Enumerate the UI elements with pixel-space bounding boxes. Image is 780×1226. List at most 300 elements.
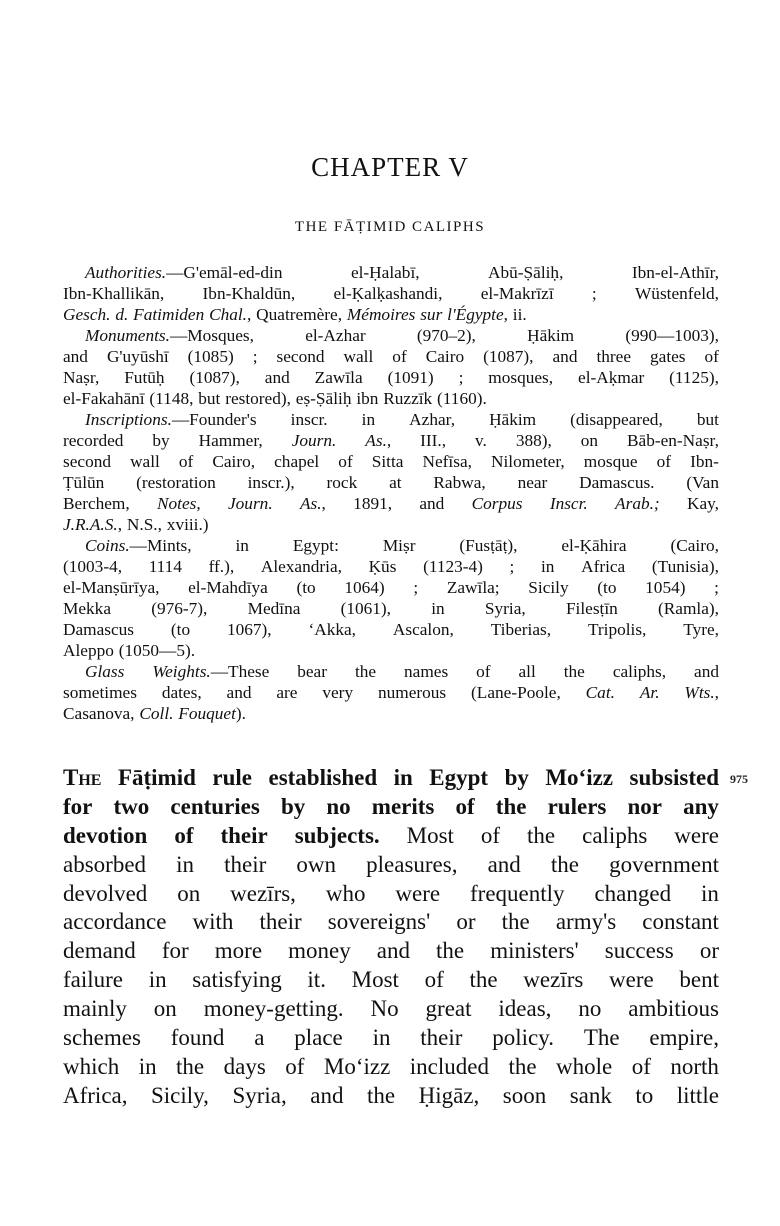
word: in [393, 765, 413, 790]
word-group [324, 1053, 390, 1082]
word: names [404, 662, 449, 681]
word: second [63, 452, 111, 471]
word-group [310, 1082, 343, 1111]
word-group [63, 556, 122, 577]
chapter-heading: CHAPTER V [311, 152, 469, 182]
body-line [63, 995, 719, 1024]
word: Naṣr, [63, 368, 100, 387]
word: Fatimiden [133, 305, 205, 324]
word-group [149, 966, 167, 995]
word: —G'emāl-ed-din [166, 263, 283, 282]
word: Coll. [139, 704, 174, 723]
word-group [684, 682, 719, 703]
word: of [178, 452, 194, 471]
word: Mekka [63, 599, 111, 618]
word: rule [212, 765, 252, 790]
word-group [588, 619, 646, 640]
word: mosques, [488, 368, 554, 387]
word-group [420, 1024, 462, 1053]
word: Ibn- [690, 452, 719, 471]
word-group [635, 283, 719, 304]
word: ; [252, 347, 258, 366]
word: Ḥākim [489, 410, 537, 429]
word: Ḥigāz, [418, 1082, 480, 1108]
word-group [291, 409, 328, 430]
word: el-Ḳāhira [561, 536, 627, 555]
word: who [325, 880, 366, 906]
word-group [686, 472, 719, 493]
word-group [550, 493, 588, 514]
body-line [63, 1082, 719, 1111]
word: Ibn-Khallikān, [63, 284, 165, 303]
word-group [683, 793, 719, 822]
word-group [581, 430, 598, 451]
word-group [649, 1024, 719, 1053]
word: ‘Akka, [308, 620, 357, 639]
word-group [296, 388, 352, 409]
body-text [63, 764, 719, 1111]
word: —These [210, 662, 270, 681]
word-group [260, 908, 302, 937]
word: (to [597, 578, 617, 597]
word: changed [594, 880, 672, 906]
word: Chal. [209, 305, 247, 324]
word: of [656, 452, 672, 471]
word-group [265, 367, 290, 388]
word-group [436, 937, 464, 966]
word-group [356, 388, 378, 409]
word: Alexandria, [260, 557, 342, 576]
word-group [714, 577, 719, 598]
word-group [433, 472, 485, 493]
word: and [552, 347, 578, 366]
word-group [63, 640, 114, 661]
word-group [288, 937, 351, 966]
word-group [503, 1082, 546, 1111]
word: of [480, 822, 501, 848]
word-group [635, 1082, 653, 1111]
word: , [117, 515, 123, 534]
word-group [581, 556, 625, 577]
word: the [563, 662, 585, 681]
word: Hammer, [198, 431, 263, 450]
word: (1123-4) [423, 557, 483, 576]
word-group [296, 577, 315, 598]
word-group [63, 995, 127, 1024]
word: Corpus [471, 494, 523, 513]
word: accordance [63, 909, 167, 935]
word: but [198, 389, 221, 408]
word: centuries [170, 793, 260, 819]
word: north [670, 1053, 719, 1079]
word-group [341, 598, 391, 619]
word-group [152, 430, 169, 451]
word: ambitious [628, 996, 719, 1022]
word-group [419, 493, 444, 514]
word: , [503, 305, 508, 324]
word-group [353, 493, 392, 514]
note-line [63, 703, 719, 724]
margin-date: 975 [730, 772, 748, 786]
word-group [584, 1024, 620, 1053]
word-group [212, 764, 252, 793]
word-group [285, 1053, 304, 1082]
word: wezīrs, [230, 880, 296, 906]
word: Tyre, [683, 620, 719, 639]
word: of [392, 347, 407, 366]
word: (1003-4, [63, 557, 123, 576]
word-group [85, 262, 283, 283]
word-group [578, 995, 601, 1024]
word: Nilometer, [491, 452, 565, 471]
word-group [705, 346, 719, 367]
word-group [276, 682, 297, 703]
word: (Lane-Poole, [471, 683, 561, 702]
word: Ascalon, [392, 620, 454, 639]
word-group [431, 598, 444, 619]
word: (1125), [669, 368, 719, 387]
word-group [63, 908, 166, 937]
word-group [426, 995, 472, 1024]
note-line [63, 577, 719, 598]
word: eṣ-Ṣāliḥ [295, 389, 352, 408]
word-group [597, 577, 616, 598]
word-group [177, 880, 200, 909]
word: Zawīla; [446, 578, 500, 597]
word: Mo‘izz [545, 765, 614, 790]
word: caliphs, [612, 662, 667, 681]
word: the [508, 1053, 537, 1079]
word: (Ramla), [658, 599, 719, 618]
word: devolved [63, 880, 148, 906]
word-group [171, 1024, 225, 1053]
word-group [423, 556, 483, 577]
word-group [407, 822, 454, 851]
note-line [63, 283, 719, 304]
word-group [176, 1053, 204, 1082]
word: Futūḥ [124, 368, 165, 387]
word: the [366, 1082, 396, 1108]
word: Quatremère, [256, 305, 343, 324]
word-group [556, 908, 616, 937]
word: found [170, 1025, 225, 1051]
word-group [118, 764, 196, 793]
word-group [476, 661, 490, 682]
word-group [541, 556, 554, 577]
note-line [63, 661, 719, 682]
word-group [697, 409, 719, 430]
word-group [215, 937, 262, 966]
word: (1148, [149, 389, 194, 408]
word: recorded [63, 431, 124, 450]
word-group [63, 937, 136, 966]
word: el-Mahdīya [188, 578, 268, 597]
word: on [580, 431, 599, 450]
word: N.S., [126, 515, 162, 534]
word: satisfying [192, 967, 282, 993]
word-group [658, 598, 719, 619]
word: (976-7), [151, 599, 208, 618]
word: pleasures, [366, 851, 458, 877]
word: No [370, 996, 399, 1022]
word-group [63, 793, 92, 822]
word-group [642, 908, 719, 937]
word: of [455, 793, 475, 819]
word: Ibn-Khaldūn, [202, 284, 296, 303]
word: —Mosques, [169, 326, 254, 345]
word-group [369, 556, 397, 577]
word: Egypt: [292, 536, 339, 555]
word-group [490, 937, 578, 966]
word: inscr.), [247, 473, 295, 492]
word: the [354, 662, 377, 681]
word-group [333, 283, 442, 304]
note-line [63, 472, 719, 493]
note-line [63, 430, 719, 451]
word: Sicily [528, 578, 569, 597]
word-group [584, 451, 638, 472]
word-group [456, 793, 475, 822]
word: (1050—5). [118, 641, 196, 660]
word-group [378, 682, 446, 703]
word: G'uyūshī [106, 347, 169, 366]
word-group [488, 851, 521, 880]
word-group [295, 822, 380, 851]
word-group [293, 535, 339, 556]
word: of [338, 452, 353, 471]
word-group [627, 793, 662, 822]
word: (1160). [437, 389, 487, 408]
word: in [176, 851, 195, 877]
word: empire, [649, 1025, 719, 1051]
word: in [361, 410, 376, 429]
word: subjects. [294, 822, 380, 848]
word: Ḳūs [368, 557, 397, 576]
word: chapel [274, 452, 320, 471]
word-group [63, 682, 137, 703]
word-group [586, 682, 615, 703]
word-group [483, 346, 533, 367]
word: Egypt [429, 765, 489, 790]
word: and [376, 938, 410, 964]
word: (to [170, 620, 191, 639]
word-group [545, 764, 613, 793]
word-group [157, 493, 201, 514]
word-group [670, 535, 718, 556]
word: of [174, 822, 194, 848]
word-group [63, 304, 111, 325]
word-group [561, 535, 626, 556]
word: Wts. [684, 683, 715, 702]
word-group [502, 908, 530, 937]
word: (disappeared, [570, 410, 663, 429]
word-group [63, 1024, 141, 1053]
word: The [63, 765, 102, 790]
word: by [152, 431, 170, 450]
word-group [268, 764, 377, 793]
word: or [456, 909, 476, 935]
chapter-subtitle: THE FĀṬIMID CALIPHS [294, 219, 486, 235]
word: Berchem, [63, 494, 130, 513]
word: Weights. [152, 662, 211, 681]
word-group [491, 451, 565, 472]
word: policy. [492, 1025, 554, 1051]
word: a [254, 1025, 265, 1051]
word: were [674, 822, 719, 848]
word-group [394, 764, 413, 793]
body-line [63, 822, 719, 851]
word: and [63, 347, 88, 366]
note-line [63, 325, 719, 346]
word-group [124, 367, 164, 388]
word-group [63, 764, 101, 793]
word: (Tunisia), [651, 557, 719, 576]
word: Tripolis, [587, 620, 647, 639]
word: —Founder's [171, 410, 257, 429]
word-group [328, 908, 431, 937]
word-group [383, 535, 416, 556]
word-group [178, 703, 246, 724]
word: restored), [225, 389, 291, 408]
word: , [196, 494, 201, 513]
word-group [130, 451, 160, 472]
word-group [578, 367, 644, 388]
word: their [220, 822, 268, 848]
word-group [115, 304, 128, 325]
word-group [456, 908, 475, 937]
word-group [297, 661, 327, 682]
word-group [420, 304, 442, 325]
word: Nefīsa, [422, 452, 472, 471]
word: (1087), [189, 368, 240, 387]
word-group [212, 451, 255, 472]
body-line [63, 851, 719, 880]
word: el-Manṣūrīya, [63, 578, 160, 597]
word-group [322, 682, 353, 703]
word-group [174, 822, 193, 851]
word-group [371, 995, 399, 1024]
body-line [63, 1024, 719, 1053]
word-group [192, 966, 281, 995]
word: absorbed [63, 851, 147, 877]
word: Syria, [232, 1082, 287, 1108]
word-group [224, 1053, 266, 1082]
word-group [162, 937, 189, 966]
word-group [674, 822, 719, 851]
word-group [425, 966, 444, 995]
word: their [420, 1025, 463, 1051]
word-group [627, 430, 719, 451]
word-group [594, 880, 671, 909]
word-group [645, 577, 685, 598]
word-group [469, 966, 497, 995]
word-group [162, 682, 202, 703]
word-group [669, 367, 719, 388]
word-group [410, 1053, 489, 1082]
word-group [149, 556, 182, 577]
word-group [564, 661, 585, 682]
word-group [253, 346, 258, 367]
word: el-Ḳalḳashandi, [333, 284, 443, 303]
word-group [152, 661, 269, 682]
word-group [228, 493, 273, 514]
word: Damascus [63, 620, 135, 639]
word: l'Égypte [447, 305, 504, 324]
word-group [447, 577, 500, 598]
word-group [485, 598, 526, 619]
word: J.R.A.S. [63, 515, 118, 534]
word-group [657, 451, 671, 472]
word: Notes [157, 494, 197, 513]
word-group [326, 880, 366, 909]
word: Ṭūlūn [63, 473, 105, 492]
word: for [63, 793, 93, 819]
word-group [188, 346, 234, 367]
word-group [700, 937, 719, 966]
word-group [179, 451, 193, 472]
word-group [528, 577, 568, 598]
word-group [570, 1082, 612, 1111]
word-group [274, 451, 319, 472]
word-group [489, 409, 536, 430]
word-group [139, 703, 173, 724]
word: demand [63, 938, 136, 964]
word: government [609, 851, 719, 877]
word-group [203, 283, 296, 304]
word-group [327, 472, 358, 493]
word: Coins. [85, 536, 130, 555]
word-group [189, 367, 239, 388]
word: ibn [356, 389, 379, 408]
word-group [149, 388, 193, 409]
word-group [63, 851, 146, 880]
word-group [296, 851, 336, 880]
word-group [459, 367, 464, 388]
word-group [683, 619, 719, 640]
word: ii. [512, 305, 527, 324]
word: ; [591, 284, 597, 303]
word-group [488, 262, 563, 283]
word: Sicily, [151, 1082, 209, 1108]
word: As. [365, 431, 387, 450]
word: in [235, 536, 249, 555]
word-group [292, 430, 337, 451]
word-group [420, 430, 446, 451]
word-group [365, 430, 391, 451]
word: their [224, 851, 267, 877]
word: which [63, 1053, 120, 1079]
word: (Van [686, 473, 719, 492]
word-group [227, 619, 272, 640]
word: the [469, 967, 498, 993]
word: III., [420, 431, 447, 450]
word-group [613, 661, 666, 682]
word-group [527, 822, 555, 851]
word: bear [297, 662, 327, 681]
word: 1054) [645, 578, 686, 597]
word-group [277, 346, 325, 367]
word-group [193, 908, 234, 937]
note-line [63, 598, 719, 619]
word: own [296, 851, 337, 877]
word: Gesch. [63, 305, 111, 324]
word: Ibn-el-Athīr, [631, 263, 719, 282]
note-line [63, 493, 719, 514]
word-group [107, 346, 169, 367]
word-group [419, 1082, 480, 1111]
word: Inscr. [549, 494, 588, 513]
word-group [592, 283, 597, 304]
